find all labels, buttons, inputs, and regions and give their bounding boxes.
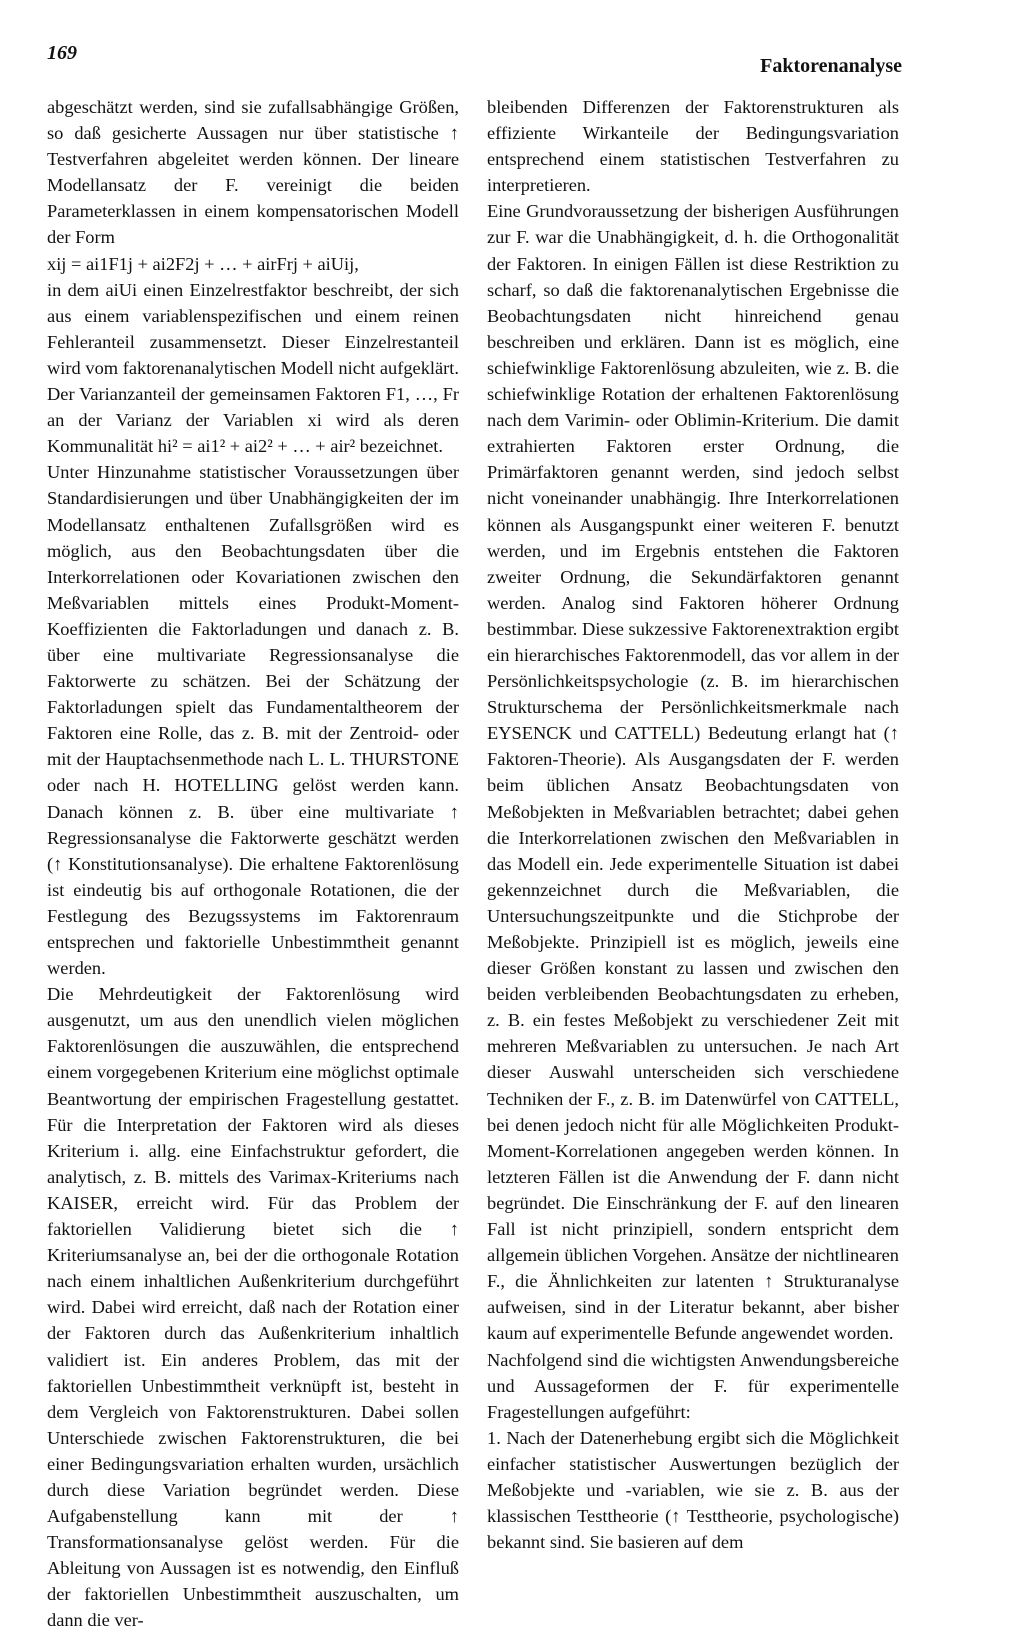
left-column [47,94,459,1634]
formula: xij = ai1F1j + ai2F2j + … + airFrj + aiUij, [47,253,359,274]
paragraph: 1. Nach der Datenerhebung ergibt sich die Möglichkeit einfacher statistischer Auswertungen bezüglich der Meßobjekte und -variablen, wie sie z. B. aus der klassischen Testtheorie (↑ Testtheorie, psychologische) bekannt sind. Sie basieren auf dem [487,1427,899,1553]
paragraph: in dem aiUi einen Einzelrestfaktor beschreibt, der sich aus einem variablenspezifischen und einem reinen Fehleranteil zusammensetzt. Dieser Einzelrestanteil wird vom faktorenanalytischen Modell nicht aufgeklärt. Der Varianzanteil der gemeinsamen Faktoren F1, …, Fr an der Varianz der Variablen xi wird als deren Kommunalität hi² = ai1² + ai2² + … + air² bezeichnet. [47,279,459,457]
paragraph: bleibenden Differenzen der Faktorenstrukturen als effiziente Wirkanteile der Bedingungsvariation entsprechend einem statistischen Testverfahren zu interpretieren. [487,97,899,196]
running-head: Faktorenanalyse [760,55,902,77]
paragraph: Unter Hinzunahme statistischer Voraussetzungen über Standardisierungen und über Unabhängigkeiten der im Modellansatz enthaltenen Zufallsgrößen wird es möglich, aus den Beobachtungsdaten über die Interkorrelationen oder Kovariationen zwischen den Meßvariablen mittels eines Produkt-Moment-Koeffizienten die Faktorladungen und danach z. B. über eine multivariate Regressionsanalyse die Faktorwerte zu schätzen. Bei der Schätzung der Faktorladungen spielt das Fundamentaltheorem der Faktoren eine Rolle, das z. B. mit der Zentroid- oder mit der Hauptachsenmethode nach L. L. THURSTONE oder nach H. HOTELLING gelöst werden kann. Danach können z. B. über eine multivariate ↑ Regressionsanalyse die Faktorwerte geschätzt werden (↑ Konstitutionsanalyse). Die erhaltene Faktorenlösung ist eindeutig bis auf orthogonale Rotationen, die der Festlegung des Bezugssystems im Faktorenraum entsprechen und faktorielle Unbestimmtheit genannt werden. [47,462,459,979]
right-column [487,94,899,1555]
paragraph: Nachfolgend sind die wichtigsten Anwendungsbereiche und Aussageformen der F. für experimentelle Fragestellungen aufgeführt: [487,1349,899,1422]
page-number: 169 [47,42,77,64]
paragraph: Eine Grundvoraussetzung der bisherigen Ausführungen zur F. war die Unabhängigkeit, d. h. die Orthogonalität der Faktoren. In einigen Fällen ist diese Restriktion zu scharf, so daß die faktorenanalytischen Ergebnisse die Beobachtungsdaten nicht hinreichend genau beschreiben und erklären. Dann ist es möglich, eine schiefwinklige Faktorenlösung abzuleiten, wie z. B. die schiefwinklige Rotation der erhaltenen Faktorenlösung nach dem Varimin- oder Oblimin-Kriterium. Die damit extrahierten Faktoren erster Ordnung, die Primärfaktoren genannt werden, sind jedoch selbst nicht voneinander unabhängig. Ihre Interkorrelationen können als Ausgangspunkt einer weiteren F. benutzt werden, und im Ergebnis entstehen die Faktoren zweiter Ordnung, die Sekundärfaktoren genannt werden. Analog sind Faktoren höherer Ordnung bestimmbar. Diese sukzessive Faktorenextraktion ergibt ein hierarchisches Faktorenmodell, das vor allem in der Persönlichkeitspsychologie (z. B. im hierarchischen Strukturschema der Persönlichkeitsmerkmale nach EYSENCK und CATTELL) Bedeutung erlangt hat (↑ Faktoren-Theorie). Als Ausgangsdaten der F. werden beim üblichen Ansatz Beobachtungsdaten von Meßobjekten in Meßvariablen betrachtet; dabei gehen die Interkorrelationen zwischen den Meßvariablen in das Modell ein. Jede experimentelle Situation ist dabei gekennzeichnet durch die Meßvariablen, die Untersuchungszeitpunkte und die Stichprobe der Meßobjekte. Prinzipiell ist es möglich, jeweils eine dieser Größen konstant zu lassen und zwischen den beiden verbleibenden Beobachtungsdaten zu erheben, z. B. ein festes Meßobjekt zu verschiedener Zeit mit mehreren Meßvariablen zu untersuchen. Je nach Art dieser Auswahl unterscheiden sich verschiedene Techniken der F., z. B. im Datenwürfel von CATTELL, bei denen jedoch nicht für alle Möglichkeiten Produkt-Moment-Korrelationen angegeben werden können. In letzteren Fällen ist die Anwendung der F. dann nicht begründet. Die Einschränkung der F. auf den linearen Fall ist nicht prinzipiell, sondern entspricht dem allgemein üblichen Vorgehen. Ansätze der nichtlinearen F., die Ähnlichkeiten zur latenten ↑ Strukturanalyse aufweisen, sind in der Literatur bekannt, aber bisher kaum auf experimentelle Befunde angewendet worden. [487,201,899,1344]
paragraph: Die Mehrdeutigkeit der Faktorenlösung wird ausgenutzt, um aus den unendlich vielen möglichen Faktorenlösungen die auszuwählen, die entsprechend einem vorgegebenen Kriterium eine möglichst optimale Beantwortung der empirischen Fragestellung gestattet. Für die Interpretation der Faktoren wird als dieses Kriterium i. allg. eine Einfachstruktur gefordert, die analytisch, z. B. mittels des Varimax-Kriteriums nach KAISER, erreicht wird. Für das Problem der faktoriellen Validierung bietet sich die ↑ Kriteriumsanalyse an, bei der die orthogonale Rotation nach einem inhaltlichen Außenkriterium durchgeführt wird. Dabei wird erreicht, daß nach der Rotation einer der Faktoren durch das Außenkriterium inhaltlich validiert ist. Ein anderes Problem, das mit der faktoriellen Unbestimmtheit verknüpft ist, besteht in dem Vergleich von Faktorenstrukturen. Dabei sollen Unterschiede zwischen Faktorenstrukturen, die bei einer Bedingungsvariation erhalten wurden, ursächlich durch diese Variation begründet werden. Diese Aufgabenstellung kann mit der ↑ Transformationsanalyse gelöst werden. Für die Ableitung von Aussagen ist es notwendig, den Einfluß der faktoriellen Unbestimmtheit auszuschalten, um dann die ver- [47,984,459,1631]
paragraph: abgeschätzt werden, sind sie zufallsabhängige Größen, so daß gesicherte Aussagen nur über statistische ↑ Testverfahren abgeleitet werden können. Der lineare Modellansatz der F. vereinigt die beiden Parameterklassen in einem kompensatorischen Modell der Form [47,97,459,248]
